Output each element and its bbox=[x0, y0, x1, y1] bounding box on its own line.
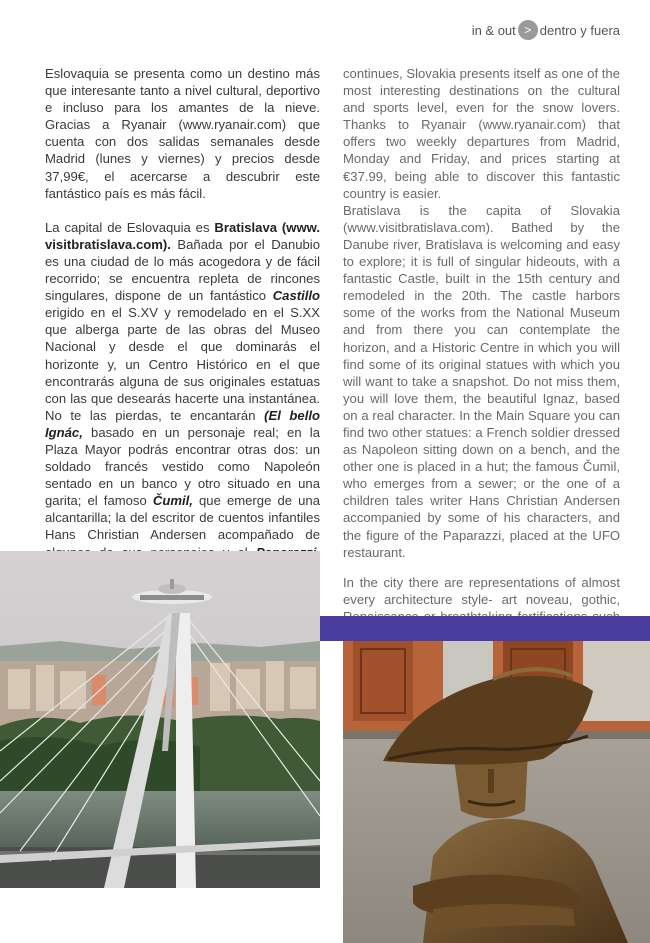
section-header bbox=[472, 20, 620, 40]
ufo-bridge-photo bbox=[0, 551, 320, 888]
paragraph-intro-es: Eslovaquia se presenta como un destino más que interesante tanto a nivel cultural, deportivo e incluso para los amantes de la nieve. Gracias a Ryanair (www.ryanair.com) que cuenta con dos salidas semanales desde Madrid (lunes y viernes) y precios desde 37,99€, el acercarse a descubrir este fantástico país es más fácil. bbox=[45, 66, 320, 201]
english-column bbox=[343, 65, 620, 642]
bratislava-link: Bratislava (www. visitbratislava.com). bbox=[45, 219, 320, 252]
accent-band bbox=[320, 616, 650, 641]
napoleon-statue-photo bbox=[343, 641, 650, 943]
section-label-es: dentro y fuera bbox=[539, 22, 620, 38]
paragraph-bratislava-es: La capital de Eslovaquia es Bratislava (www. visitbratislava.com). Bañada por el Danubio es una ciudad de lo más acogedora y de fácil recorrido; se encuentra repleta de rincones singulares, dispone de un fantástico Castillo erigido en el S.XV y remodelado en el S.XX que alberga parte de las obras del Museo Nacional y desde el que dominarás el horizonte y, un Centro Histórico en el que encontrarás alguna de sus originales estatuas con las que desearás hacerte una instantánea. No te las pierdas, te encantarán (El bello Ignác, basado en un personaje real; en la Plaza Mayor podrás encontrar otras dos: un soldado francés vestido como Napoleón sentado en un banco y otro situado en una garita; el famoso Čumil, que emerge de una alcantarilla; la del escritor de cuentos infantiles Hans Christian Andersen acompañado de bbox=[45, 219, 320, 543]
paragraph-architecture-en: In the city there are representations of almost every architecture style- art noveau, gothic, bbox=[343, 574, 620, 607]
paragraph-bratislava-en: Bratislava is the capita of Slovakia (www.visitbratislava.com). Bathed by the Danube river, Bratislava is welcoming and easy to explore; it is full of singular hideouts, with a fantastic Castle, built in the 15th century and remodeled in the 20th. The castle harbors some of the works from the National Museum and from there you can contemplate the horizon, and a Historic Centre in which you will find some of its original statues with which you will want to take a snapshot. Do not miss them, you will love them, the beautiful Ignaz, based on a real character. In the Main Square you can find two other statues: a French soldier dressed as Napoleon sitting down on a bench, and the other one is placed in a hut; the famous Čumil, who emerges from a sewer; or the one of a children tales writer Hans Christian Andersen accompanied by some of his characters, and the figure of the Paparazzi, placed at the UFO restaurant. bbox=[343, 202, 620, 560]
arrow-icon: > bbox=[518, 20, 538, 40]
section-label-en: in & out bbox=[471, 22, 516, 38]
paragraph-intro-en: continues, Slovakia presents itself as one of the most interesting destinations on the cultural and sports level, even for the snow lovers. Thanks to Ryanair (www.ryanair.com) that offers two weekly departures from Madrid, Monday and Friday, and prices starting at €37.99, being able to discover this fantastic country is easier. bbox=[343, 66, 620, 201]
spanish-column bbox=[45, 65, 320, 578]
